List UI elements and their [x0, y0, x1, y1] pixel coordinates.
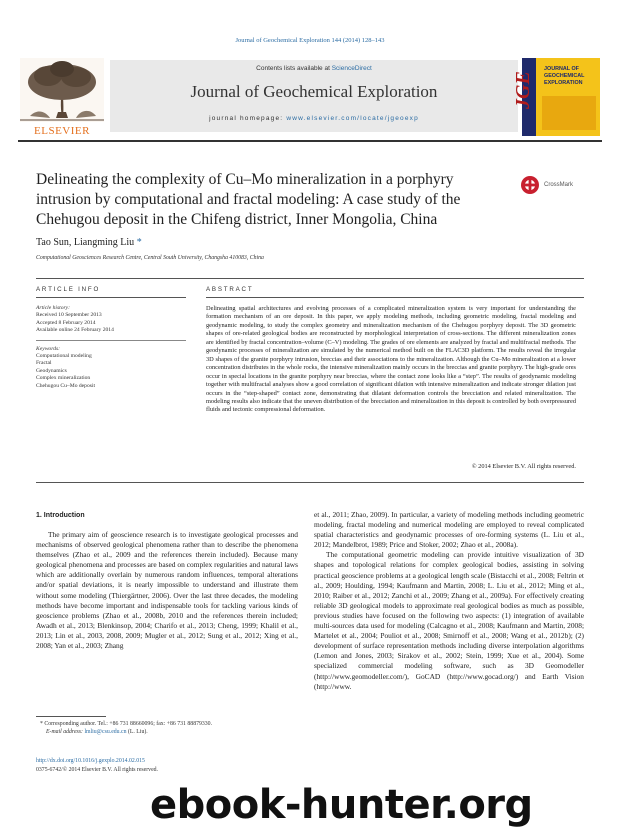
journal-header-band	[110, 60, 518, 132]
article-info-rule	[36, 297, 186, 298]
author-names: Tao Sun, Liangming Liu	[36, 237, 135, 248]
email-suffix: (L. Liu).	[127, 729, 148, 735]
cover-line-1: JOURNAL OF	[544, 66, 579, 72]
corresponding-author-mark[interactable]: *	[136, 237, 142, 248]
top-citation[interactable]: Journal of Geochemical Exploration 144 (2014) 128–143	[235, 37, 385, 44]
email-label: E-mail address:	[46, 729, 83, 735]
doi-link[interactable]: http://dx.doi.org/10.1016/j.gexplo.2014.02.015	[36, 758, 145, 764]
section-heading-introduction: 1. Introduction	[36, 512, 85, 519]
email-link[interactable]: lmliu@csu.edu.cn	[84, 729, 127, 735]
keyword-item: Complex mineralization	[36, 375, 91, 382]
affiliation-rule	[36, 278, 584, 279]
journal-name: Journal of Geochemical Exploration	[190, 82, 438, 101]
contents-prefix: Contents lists available at	[256, 65, 330, 72]
history-received: Received 10 September 2013	[36, 312, 102, 319]
history-label: Article history:	[36, 305, 71, 311]
journal-cover-thumbnail[interactable]	[512, 58, 600, 136]
sciencedirect-link[interactable]: ScienceDirect	[331, 65, 372, 72]
contents-line	[110, 65, 518, 72]
watermark: ebook-hunter.org	[150, 782, 533, 828]
authors	[36, 237, 142, 248]
cover-initials: JGE	[512, 71, 534, 109]
homepage-link[interactable]: www.elsevier.com/locate/jgeoexp	[286, 115, 419, 122]
abstract-copyright: © 2014 Elsevier B.V. All rights reserved.	[471, 463, 576, 470]
homepage-prefix: journal homepage:	[209, 115, 284, 122]
info-divider	[36, 340, 186, 342]
keywords-label: Keywords:	[36, 345, 61, 352]
article-info-heading: ARTICLE INFO	[36, 286, 101, 293]
crossmark-icon	[520, 175, 540, 195]
homepage-line	[110, 115, 518, 122]
keyword-item: Geodynamics	[36, 367, 67, 374]
affiliation: Computational Geosciences Research Centre, Central South University, Changsha 410083, China	[36, 255, 264, 261]
crossmark-label: CrossMark	[544, 182, 574, 188]
crossmark-button[interactable]	[520, 175, 590, 195]
footnote-rule	[36, 716, 106, 717]
intro-paragraph-2: The computational geometric modeling can provide intuitive visualization of 3D shapes and topological relations for complex geological bodies, assisting in solving practical geoscience problems at a geological length scale (Bistacchi et al., 2008; Feltrin et al., 2009; Houlding, 1994; Kaufmann and Martin, 2008; L. Liu et al., 2012; Ming et al., 2010; Raiber et al., 2012; Zanchi et al., 2009; Zhang et al., 2009a). For effectively creating reliable 3D geological models to approximate real geological bodies as much as possible, previous studies have focused on the following two aspects: (1) integration of available multi-sources data used for modeling (Calcagno et al., 2008; Kaufmann and Martin, 2008; Martelet et al., 2004; Pouliot et al., 2008; Smirnoff et al., 2008; Wang et al., 2012b); (2) development of surface representation methods including diverse interpolation algorithms (Lemon and Jones, 2003; Sirakov et al., 2002; Stein, 1999; Xue et al., 2004). Some specialized commercial modeling software, such as 3D Geomodeller (http://www.geomodeller.com/), GoCAD (http://www.gocad.org/) and Earth Vision (http://www.	[314, 550, 584, 691]
abstract-text: Delineating spatial architectures and evolving processes of a complicated mineralization system is very important for understanding the formation mechanism of an ore deposit. In this paper, we apply modeling methods, including geometric modeling, fractal modeling and geodynamic modeling, to study the complex geometry and mineralization mechanism of the Chehugou porphyry deposit. The 3D geometric shapes of ore-related geological bodies are reconstructed by morphological interpretation of cross-sections. The different mineralization zones are identified by fractal concentration–volume (C–V) modeling. The grades of ore elements are analyzed by fractal and multifractal methods. The geodynamic processes of mineralization are simulated by the numerical method built on the FLAC3D platform. The results reveal the irregular 3D shapes of the granite porphyry intrusion, breccias and their associations to the mineralization. Although the Cu–Mo mineralization at a lower concentration distributes in the whole rocks, the intensive mineralization mainly occurs in the breccias and granite porphyry. The high-grade ores occur in special locations in the granite porphyry near breccias, where the contact zone looks like a “step”. The results of geodynamic modeling together with multifractal analyses show a good correlation of significant dilation with intensive mineralization and indicate stronger dilation just occurs in the “step-shaped” contact zone, demonstrating that dilatant deformation controls the brecciation and related mineralization. The modeling results also indicate that the uneven distribution of the brecciation and mineralization in this deposit is controlled by both overpressured fluids and tectonic compressional deformation.	[206, 305, 576, 414]
abstract-end-rule	[36, 482, 584, 483]
intro-paragraph-1-continued: et al., 2011; Zhao, 2009). In particular, a variety of modeling methods including geometric modeling, fractal modeling and numerical modeling are employed to reveal complicated spatial characteristics and geodynamic processes of ore-forming systems (L. Liu et al., 2012; Mandelbrot, 1989; Price and Stoker, 2002; Zhao et al., 2008a).	[314, 510, 584, 550]
issn-line: 0375-6742/© 2014 Elsevier B.V. All rights reserved.	[36, 767, 158, 773]
email-footnote	[46, 729, 148, 735]
keyword-item: Chehugou Cu–Mo deposit	[36, 382, 96, 389]
journal-header	[18, 58, 602, 138]
abstract-heading: ABSTRACT	[206, 286, 254, 293]
history-accepted: Accepted 8 February 2014	[36, 319, 96, 326]
body-right-column	[314, 510, 584, 692]
cover-line-2: GEOCHEMICAL	[544, 73, 585, 79]
corresponding-author-footnote: * Corresponding author. Tel.: +86 731 88660096; fax: +86 731 88879330.	[40, 721, 213, 727]
publisher-name: ELSEVIER	[34, 125, 90, 137]
header-rule	[18, 140, 602, 142]
keyword-item: Computational modeling	[36, 353, 92, 360]
article-title: Delineating the complexity of Cu–Mo mineralization in a porphyry intrusion by computational and fractal modeling: A case study of the Chehugou deposit in the Chifeng district, Inner Mongolia, China	[36, 171, 461, 228]
body-left-column	[36, 530, 298, 651]
abstract-rule	[206, 297, 584, 298]
cover-line-3: EXPLORATION	[544, 80, 583, 86]
keyword-item: Fractal	[36, 360, 52, 367]
article-info	[36, 305, 186, 390]
intro-paragraph-1: The primary aim of geoscience research is to investigate geological processes and mechanisms of observed geological phenomena rather than to describe the phenomena themselves (Zhao et al., 2009 and the references therein included). Because many geological phenomena and processes are based on complex regularities and natural laws which are additionally overlain by numerous random influences, temporal alterations and/or spatial deviations, it is nearly impossible to understand and illustrate them without some modeling (Thiergärtner, 2006). Over the last three decades, the modeling methods have become important and indispensable tools for tackling various kinds of geoscience problems (Zhao et al., 2008b, 2010 and the references therein included; Awadh et al., 2013; Blenkinsop, 2004; Charifo et al., 2013; Cheng, 1999; Khalil et al., 2013; Lin et al., 2003, 2008, 2009; Mugler et al., 2012; Sung et al., 2012; Xing et al., 2008; Yan et al., 2003; Zhang	[36, 530, 298, 651]
history-online: Available online 24 February 2014	[36, 327, 114, 334]
